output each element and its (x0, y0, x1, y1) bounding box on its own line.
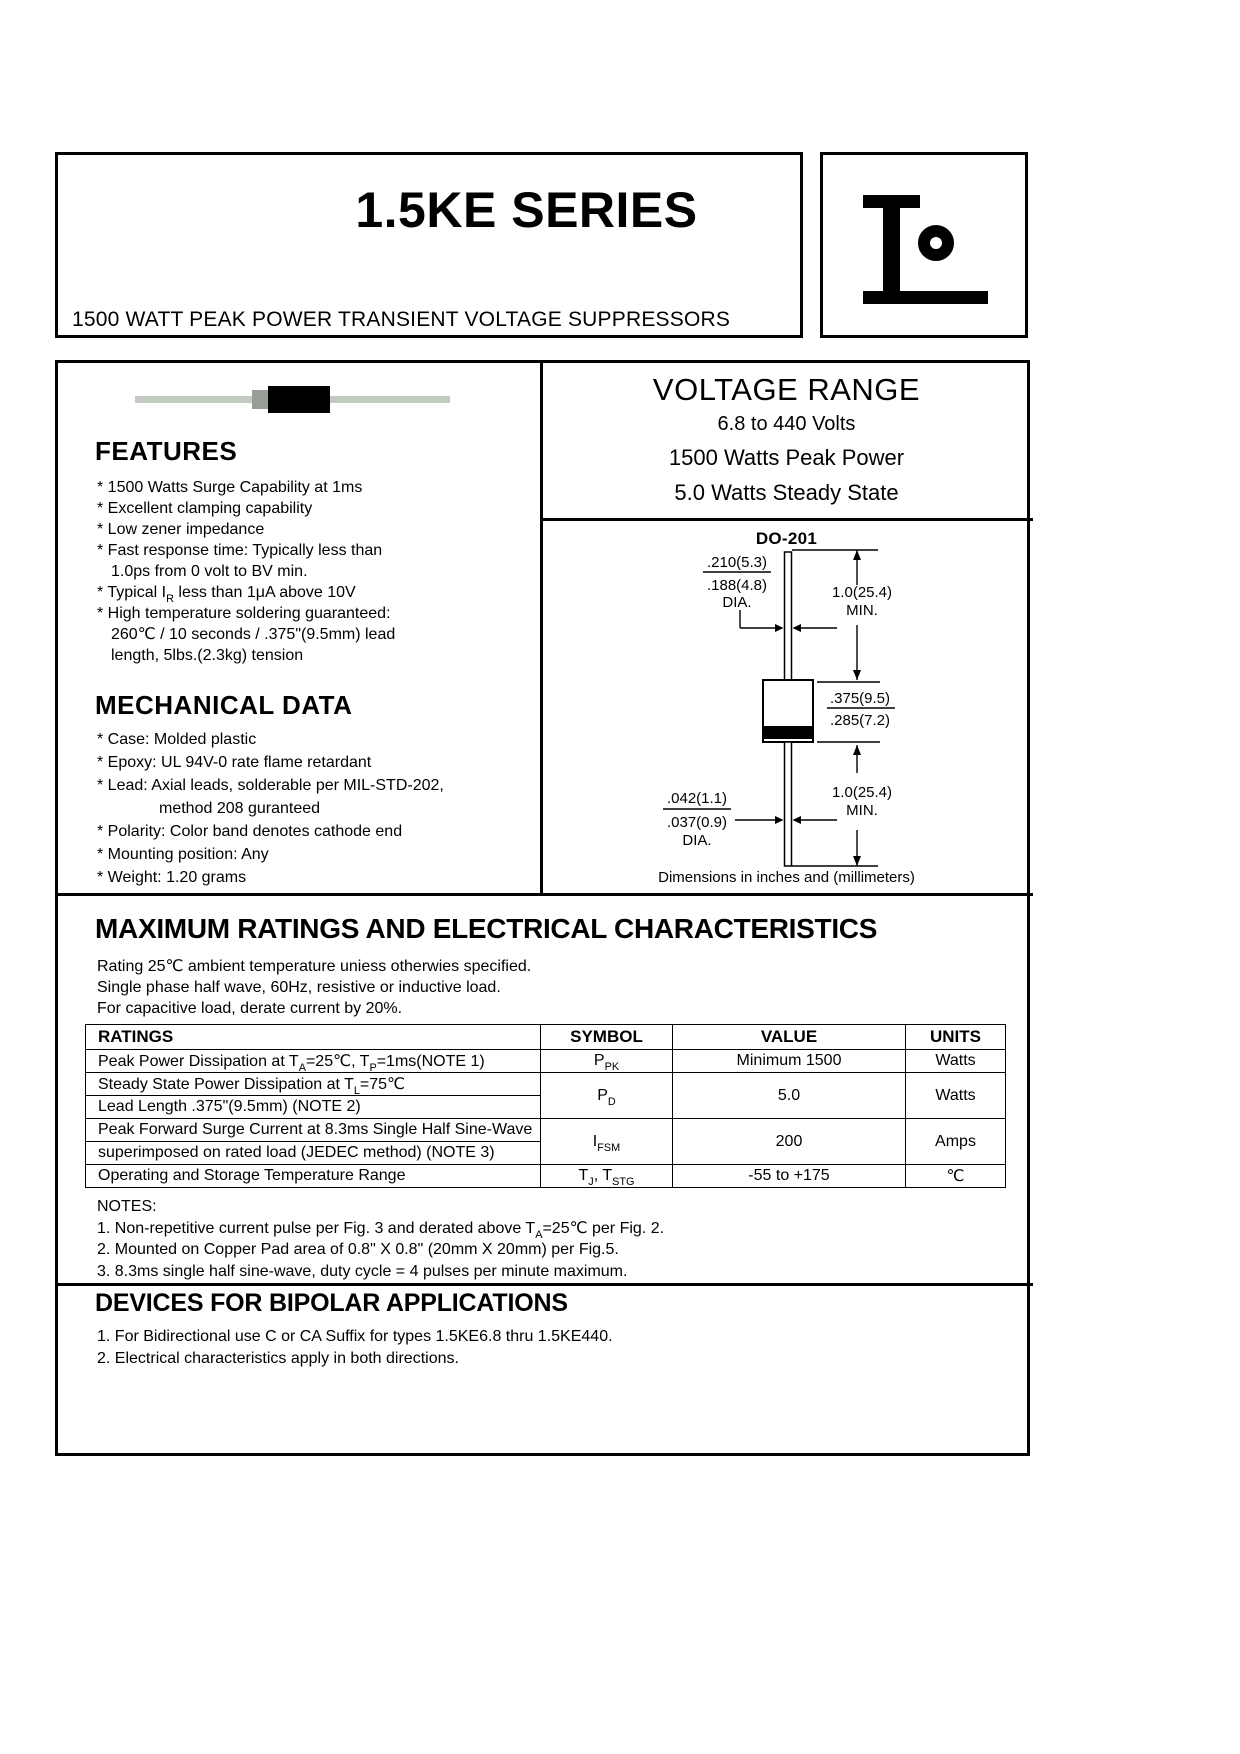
feature-item: * Typical $I_R$ less than 1μA above 10V (97, 584, 356, 606)
mechanical-item: * Case: Molded plastic (97, 731, 257, 748)
logo-i-stem (883, 195, 900, 304)
cathode-band (764, 726, 812, 739)
note-item: 1. Non-repetitive current pulse per Fig. 3 and derated above $T_A=25℃$ per Fig. 2. (97, 1219, 665, 1241)
peak-power-value: 1500 Watts Peak Power (668, 445, 905, 470)
table-header-row (86, 1025, 1006, 1050)
horizontal-divider-ratings (55, 893, 1033, 896)
symbol-cell: $I_{FSM}$ (541, 1119, 673, 1165)
features-heading: FEATURES (95, 436, 238, 466)
feature-item: * High temperature soldering guaranteed: (97, 605, 391, 622)
units-cell: Watts (906, 1050, 1006, 1073)
value-cell: -55 to +175 (673, 1165, 906, 1188)
logo-i-bottom-serif (863, 291, 988, 304)
feature-item: length, 5lbs.(2.3kg) tension (111, 647, 304, 664)
feature-item: 260℃ / 10 seconds / .375"(9.5mm) lead (111, 626, 396, 643)
rating-cell: superimposed on rated load (JEDEC method) (NOTE 3) (86, 1142, 541, 1165)
units-cell: Watts (906, 1073, 1006, 1119)
ratings-intro-line: Rating 25℃ ambient temperature uniess otherwies specified. (97, 958, 532, 975)
feature-item: * Low zener impedance (97, 521, 265, 538)
dim-body-length-min: .285(7.2) (829, 712, 891, 729)
table-row (86, 1050, 1006, 1073)
diode-band (252, 390, 268, 409)
package-name: DO-201 (755, 529, 818, 548)
ratings-intro-line: For capacitive load, derate current by 20%. (97, 1000, 403, 1017)
mechanical-item: method 208 guranteed (159, 800, 321, 817)
rating-cell: Peak Forward Surge Current at 8.3ms Single Half Sine-Wave (86, 1119, 541, 1142)
voltage-range-value: 6.8 to 440 Volts (717, 413, 856, 435)
dim-bottom-dia-min: .037(0.9) (666, 814, 728, 831)
bipolar-item: 2. Electrical characteristics apply in both directions. (97, 1350, 459, 1367)
mechanical-heading: MECHANICAL DATA (95, 690, 353, 720)
rating-cell: Lead Length .375"(9.5mm) (NOTE 2) (86, 1096, 541, 1119)
bipolar-list (97, 1326, 613, 1370)
mechanical-item: * Lead: Axial leads, solderable per MIL-STD-202, (97, 777, 444, 794)
dim-top-dia-max: .210(5.3) (706, 554, 768, 571)
dim-body-length-max: .375(9.5) (829, 690, 891, 707)
page-subtitle: 1500 WATT PEAK POWER TRANSIENT VOLTAGE SUPPRESSORS (72, 308, 731, 331)
table-row (86, 1073, 1006, 1096)
mechanical-item: * Epoxy: UL 94V-0 rate flame retardant (97, 754, 372, 771)
table-row (86, 1165, 1006, 1188)
note-item: 3. 8.3ms single half sine-wave, duty cycle = 4 pulses per minute maximum. (97, 1262, 628, 1280)
dimensions-caption: Dimensions in inches and (millimeters) (658, 869, 915, 886)
top-lead (785, 552, 792, 680)
mechanical-item: * Mounting position: Any (97, 846, 269, 863)
ratings-table (85, 1024, 1006, 1188)
feature-item: 1.0ps from 0 volt to BV min. (111, 563, 308, 580)
dim-top-lead-length: 1.0(25.4) (831, 584, 893, 601)
rating-cell: Steady State Power Dissipation at $T_L=75℃$ (86, 1073, 541, 1096)
bottom-lead (785, 742, 792, 866)
notes-block (97, 1196, 664, 1282)
horizontal-divider-voltage (540, 518, 1033, 521)
series-title: 1.5KE SERIES (355, 182, 698, 238)
symbol-cell: $P_{PK}$ (541, 1050, 673, 1073)
dim-bottom-lead-min: MIN. (846, 802, 878, 819)
col-header-value: VALUE (673, 1025, 906, 1050)
rating-cell: Operating and Storage Temperature Range (86, 1165, 541, 1188)
bipolar-item: 1. For Bidirectional use C or CA Suffix for types 1.5KE6.8 thru 1.5KE440. (97, 1328, 613, 1345)
dim-bottom-lead-length: 1.0(25.4) (831, 784, 893, 801)
ratings-heading: MAXIMUM RATINGS AND ELECTRICAL CHARACTERISTICS (95, 913, 878, 944)
features-list (97, 477, 537, 666)
dim-top-dia-min: .188(4.8) (706, 577, 768, 594)
mechanical-list (97, 728, 547, 889)
col-header-ratings: RATINGS (86, 1025, 541, 1050)
mechanical-item: * Polarity: Color band denotes cathode end (97, 823, 403, 840)
dim-bottom-dia-max: .042(1.1) (666, 790, 728, 807)
value-cell: Minimum 1500 (673, 1050, 906, 1073)
symbol-cell: $T_J$, $T_{STG}$ (541, 1165, 673, 1188)
value-cell: 5.0 (673, 1073, 906, 1119)
feature-item: * Fast response time: Typically less than (97, 542, 383, 559)
col-header-units: UNITS (906, 1025, 1006, 1050)
note-item: 2. Mounted on Copper Pad area of 0.8" X 0.8" (20mm X 20mm) per Fig.5. (97, 1241, 619, 1258)
ratings-intro-line: Single phase half wave, 60Hz, resistive or inductive load. (97, 979, 501, 996)
dim-top-lead-min: MIN. (846, 602, 878, 619)
notes-heading: NOTES: (97, 1198, 157, 1215)
bipolar-heading: DEVICES FOR BIPOLAR APPLICATIONS (95, 1289, 568, 1317)
logo-box (820, 152, 1028, 338)
mechanical-item: * Weight: 1.20 grams (97, 869, 247, 886)
feature-item: * 1500 Watts Surge Capability at 1ms (97, 479, 363, 496)
rating-cell: Peak Power Dissipation at $T_A=25℃$, $T_P=1ms(NOTE$ 1) (86, 1050, 541, 1073)
value-cell: 200 (673, 1119, 906, 1165)
dim-top-dia-label: DIA. (722, 594, 752, 611)
package-drawing (545, 545, 1025, 875)
units-cell: ℃ (906, 1165, 1006, 1188)
symbol-cell: $P_D$ (541, 1073, 673, 1119)
logo-o-ring (918, 225, 954, 261)
diode-figure (135, 384, 450, 418)
feature-item: * Excellent clamping capability (97, 500, 313, 517)
voltage-range-heading: VOLTAGE RANGE (652, 372, 921, 407)
steady-state-value: 5.0 Watts Steady State (674, 480, 899, 505)
col-header-symbol: SYMBOL (541, 1025, 673, 1050)
ratings-intro (97, 956, 531, 1019)
brand-logo-icon (863, 195, 988, 305)
dim-bottom-dia-label: DIA. (682, 832, 712, 849)
diode-body (268, 386, 330, 413)
units-cell: Amps (906, 1119, 1006, 1165)
horizontal-divider-bipolar (55, 1283, 1033, 1286)
title-box (55, 152, 803, 338)
table-row (86, 1119, 1006, 1142)
